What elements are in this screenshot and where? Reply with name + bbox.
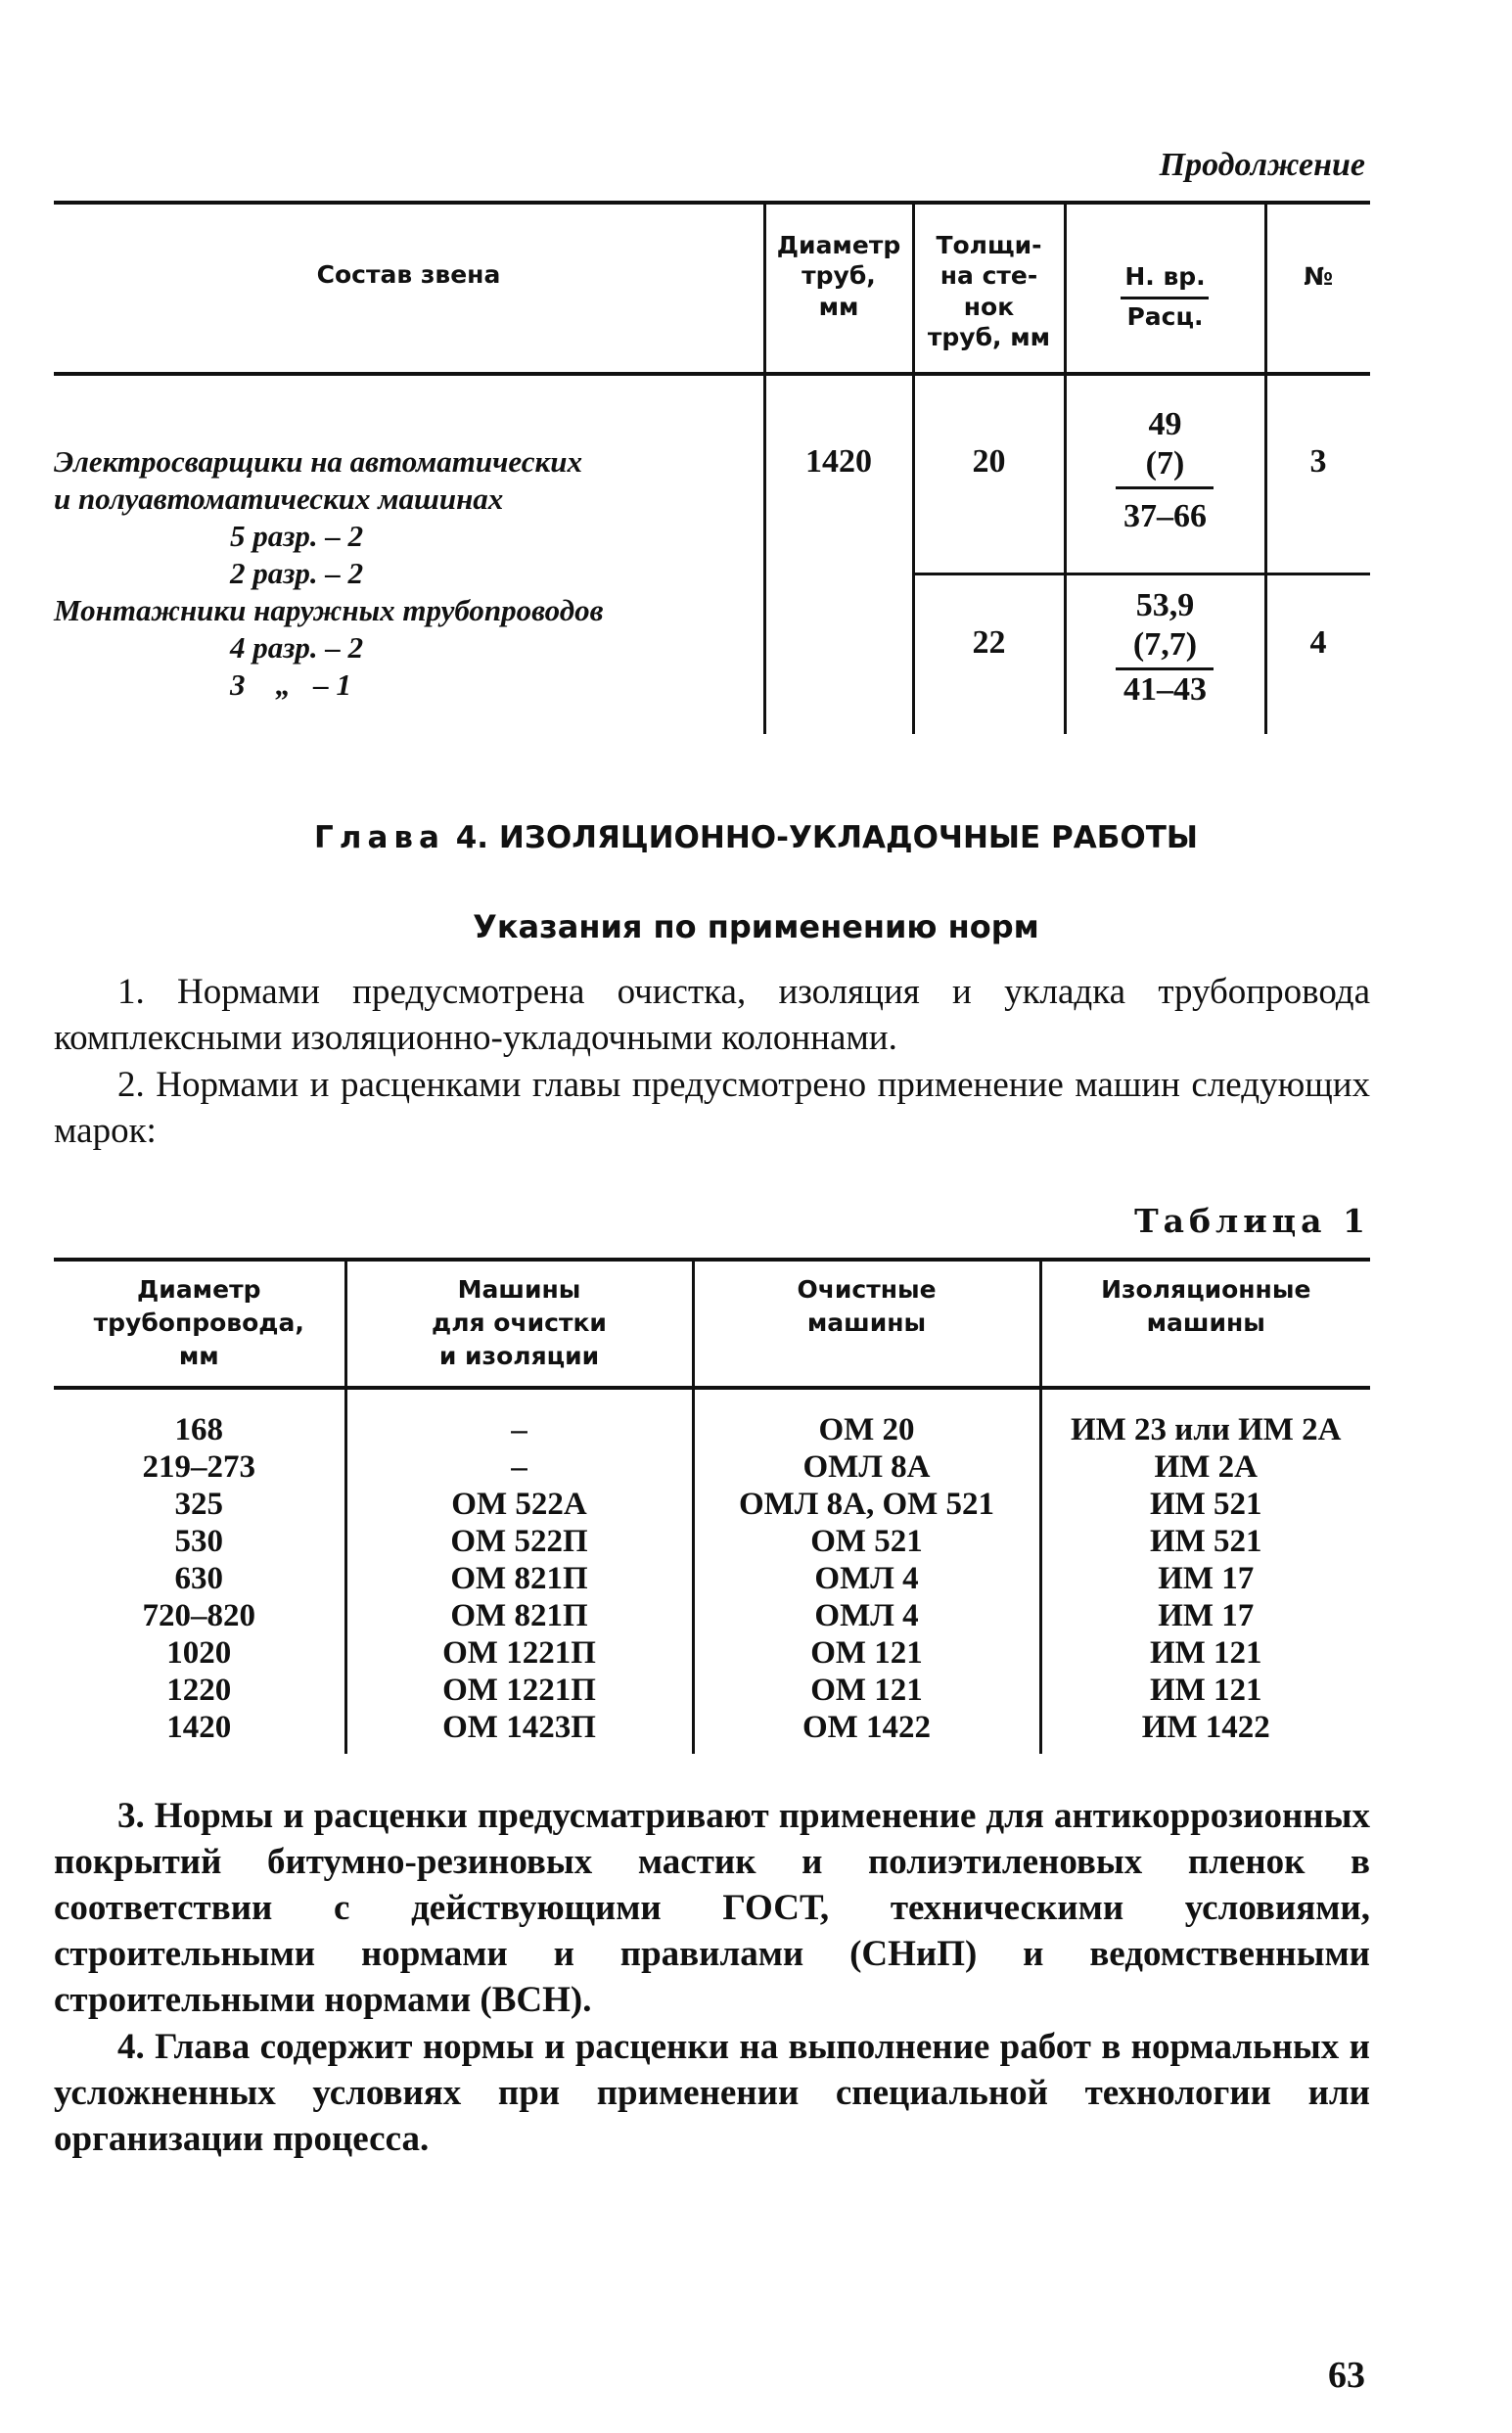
fraction-line	[1116, 486, 1214, 489]
header-norm-time: Н. вр.	[1124, 262, 1206, 291]
chapter-heading: Глава 4. ИЗОЛЯЦИОННО-УКЛАДОЧНЫЕ РАБОТЫ	[314, 820, 1198, 855]
rate-value: 41–43	[1123, 671, 1207, 708]
norm-time-value: 49	[1148, 406, 1182, 442]
table-row: 1020 ОМ 1221П ОМ 121 ИМ 121	[54, 1634, 1370, 1672]
table-row: 325 ОМ 522А ОМЛ 8А, ОМ 521 ИМ 521	[54, 1486, 1370, 1523]
row-divider	[912, 573, 1370, 575]
row-number: 4	[1309, 624, 1327, 661]
machines-table	[54, 1258, 1370, 1754]
table-header-rule	[54, 372, 1370, 376]
paragraph-3: 3. Нормы и расценки предусматривают применение для антикоррозионных покрытий битумно-резиновых мастик и полиэтиленовых пленок в соответствии с действующими ГОСТ, техническими условиями, строительными нормами и правилами (СНиП) и ведомственными строительными нормами (ВСН).	[54, 1796, 1370, 2020]
table-row: 630 ОМ 821П ОМЛ 4 ИМ 17	[54, 1560, 1370, 1597]
crew-composition: Электросварщики на автоматических и полуавтоматических машинах 5 разр. – 2 2 разр. – 2 Монтажники наружных трубопроводов 4 разр. – 2 3 „ – 1	[54, 444, 604, 702]
header-diameter: Диаметр труб, мм	[776, 231, 901, 321]
fraction-line	[1116, 667, 1214, 670]
header-wall-thickness: Толщи- на сте- нок труб, мм	[927, 231, 1051, 351]
header-number: №	[1303, 262, 1334, 291]
thickness-value: 22	[972, 624, 1006, 661]
diameter-value: 1420	[805, 443, 872, 480]
table-top-rule	[54, 201, 1370, 205]
section-subheading: Указания по применению норм	[473, 908, 1039, 945]
header-insulating-machines: Изоляционные машины	[1040, 1260, 1370, 1388]
paragraph-1: 1. Нормами предусмотрена очистка, изоляция и укладка трубопровода комплексными изоляционно-укладочными колоннами.	[54, 972, 1370, 1058]
table-header-row	[54, 1260, 1370, 1388]
norm-time-paren: (7)	[1145, 445, 1185, 482]
continuation-label: Продолжение	[1159, 147, 1365, 183]
header-cleaning-machines: Очистные машины	[693, 1260, 1040, 1388]
paragraph-4: 4. Глава содержит нормы и расценки на выполнение работ в нормальных и усложненных условиях при применении специальной технологии или организации процесса.	[54, 2027, 1370, 2159]
table-row: 168 – ОМ 20 ИМ 23 или ИМ 2А	[54, 1388, 1370, 1448]
table-row: 1220 ОМ 1221П ОМ 121 ИМ 121	[54, 1672, 1370, 1709]
fraction-line	[1121, 297, 1209, 299]
table-row: 720–820 ОМ 821П ОМЛ 4 ИМ 17	[54, 1597, 1370, 1634]
header-pipe-diameter: Диаметр трубопровода, мм	[54, 1260, 345, 1388]
norms-table-continuation	[54, 201, 1370, 734]
thickness-value: 20	[972, 443, 1006, 480]
table-row: 530 ОМ 522П ОМ 521 ИМ 521	[54, 1523, 1370, 1560]
header-rate: Расц.	[1126, 302, 1204, 331]
row-number: 3	[1309, 443, 1327, 480]
table-row: 219–273 – ОМЛ 8А ИМ 2А	[54, 1448, 1370, 1486]
norm-time-value: 53,9	[1135, 587, 1195, 623]
page-number: 63	[1328, 2355, 1365, 2396]
header-composition: Состав звена	[316, 260, 501, 289]
header-cleaning-insulating-machines: Машины для очистки и изоляции	[345, 1260, 693, 1388]
table-row: 1420 ОМ 1423П ОМ 1422 ИМ 1422	[54, 1709, 1370, 1754]
table-caption: Таблица 1	[1134, 1202, 1370, 1240]
norm-time-paren: (7,7)	[1132, 626, 1198, 663]
rate-value: 37–66	[1123, 498, 1207, 534]
paragraph-2: 2. Нормами и расценками главы предусмотрено применение машин следующих марок:	[54, 1065, 1370, 1151]
